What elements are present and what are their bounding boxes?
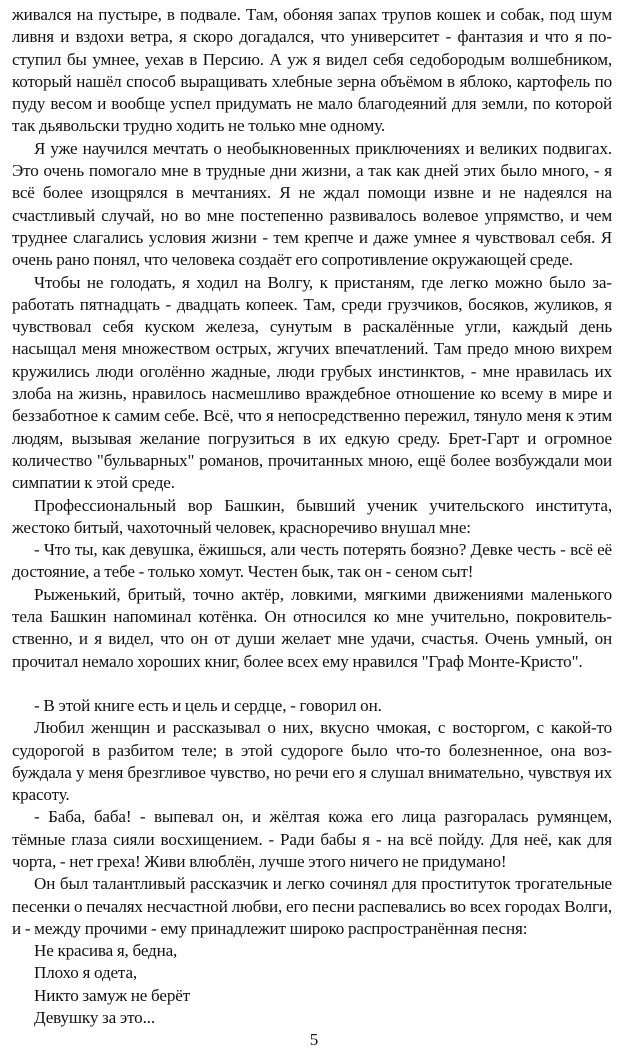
paragraph: живался на пустыре, в подвале. Там, обоняя запах трупов кошек и собак, под шум ливня и вздохи ветра, я скоро догадался, что университет - фантазия и что я поступил бы умнее, уехав в Персию. А уж я видел себя седобородым волшебником, который нашёл способ выращивать хлебные зерна объёмом в яблоко, картофель по пуду весом и вообще успел придумать не мало благодеяний для земли, по которой так дьявольски трудно ходить не только мне одному. (12, 5, 612, 136)
poem-line: Девушку за это... (34, 1008, 155, 1028)
page-body (12, 4, 612, 1029)
paragraph: Рыженький, бритый, точно актёр, ловкими, мягкими движениями маленького тела Башкин напоминал котёнка. Он относился ко мне учительно, покровительственно, и я видел, что он от души желает мне удачи, счастья. Очень умный, он прочитал немало хороших книг, более всех ему нравился "Граф Монте-Кристо". (12, 584, 612, 671)
page-number: 5 (309, 1030, 319, 1049)
paragraph: - Что ты, как девушка, ёжишься, али честь потерять боязно? Девке честь - всё её достояние, а тебе - только хомут. Честен бык, так он - сеном сыт! (12, 540, 612, 582)
poem (12, 940, 612, 1029)
paragraph: Профессиональный вор Башкин, бывший ученик учительского института, жестоко битый, чахоточный человек, красноречиво внушал мне: (12, 495, 612, 537)
poem-line: Плохо я одета, (34, 963, 138, 983)
paragraph: - Баба, баба! - выпевал он, и жёлтая кожа его лица разгоралась румянцем, тёмные глаза сияли восхищением. - Ради бабы я - на всё пойду. Для неё, как для чорта, - нет греха! Живи влюблён, лучше этого ничего не придумано! (12, 807, 612, 871)
paragraph: Чтобы не голодать, я ходил на Волгу, к пристаням, где легко можно было заработать пятнадцать - двадцать копеек. Там, среди грузчиков, босяков, жуликов, я чувствовал себя куском железа, сунутым в раскалённые угли, каждый день насыщал меня множеством острых, жгучих впечатлений. Там предо мною вихрем кружились люди оголённо жадные, люди грубых инстинктов, - мне нравилась их злоба на жизнь, нравилось насмешливо враждебное отношение ко всему в мире и беззаботное к самим себе. Всё, что я непосредственно пережил, тянуло меня к этим людям, вызывая желание погрузиться в их едкую среду. Брет-Гарт и огромное количество "бульварных" романов, прочитанных мною, ещё более возбуждали мои симпатии к этой среде. (12, 272, 612, 493)
blank-line (12, 673, 612, 695)
poem-line: Не красива я, бедна, (34, 941, 178, 961)
paragraph: - В этой книге есть и цель и сердце, - говорил он. (34, 695, 382, 715)
paragraph: Любил женщин и рассказывал о них, вкусно чмокая, с восторгом, с какой-то судорогой в разбитом теле; в этой судороге было что-то болезненное, она возбуждала у меня брезгливое чувство, но речи его я слушал внимательно, чувствуя их красоту. (12, 718, 612, 805)
paragraph: Он был талантливый рассказчик и легко сочинял для проституток трогательные песенки о печалях несчастной любви, его песни распевались во всех городах Волги, и - между прочими - ему принадлежит широко распространённая песня: (12, 874, 612, 938)
paragraph: Я уже научился мечтать о необыкновенных приключениях и великих подвигах. Это очень помогало мне в трудные дни жизни, а так как дней этих было много, - я всё более изощрялся в мечтаниях. Я не ждал помощи извне и не надеялся на счастливый случай, но во мне постепенно развивалось волевое упрямство, и чем труднее слагались условия жизни - тем крепче и даже умнее я чувствовал себя. Я очень рано понял, что человека создаёт его сопротивление окружающей среде. (12, 138, 612, 270)
poem-line: Никто замуж не берёт (34, 985, 190, 1005)
